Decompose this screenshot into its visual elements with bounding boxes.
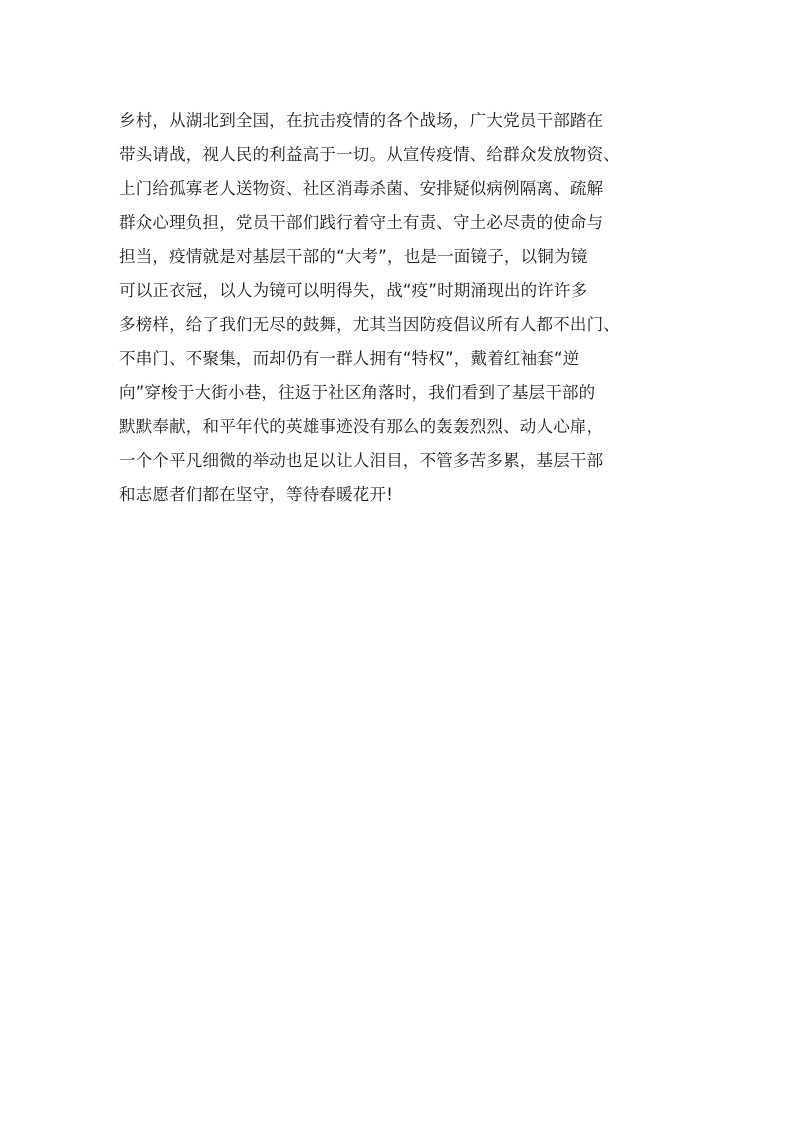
text-line: 向”穿梭于大街小巷，往返于社区角落时，我们看到了基层干部的 xyxy=(119,383,596,402)
text-line: 带头请战，视人民的利益高于一切。从宣传疫情、给群众发放物资、 xyxy=(119,145,620,164)
text-line: 不串门、不聚集，而却仍有一群人拥有“特权”，戴着红袖套“逆 xyxy=(119,349,580,368)
text-line: 乡村，从湖北到全国，在抗击疫情的各个战场，广大党员干部踏在 xyxy=(119,111,604,130)
text-line: 群众心理负担，党员干部们践行着守土有责、守土必尽责的使命与 xyxy=(119,213,604,232)
body-paragraph xyxy=(119,104,699,512)
text-line: 上门给孤寡老人送物资、社区消毒杀菌、安排疑似病例隔离、疏解 xyxy=(119,179,604,198)
text-line: 和志愿者们都在坚守，等待春暖花开! xyxy=(119,485,394,504)
text-line: 多榜样，给了我们无尽的鼓舞，尤其当因防疫倡议所有人都不出门、 xyxy=(119,315,620,334)
text-line: 默默奉献，和平年代的英雄事迹没有那么的轰轰烈烈、动人心扉， xyxy=(119,417,604,436)
text-line: 可以正衣冠，以人为镜可以明得失，战“疫”时期涌现出的许许多 xyxy=(119,281,588,300)
text-line: 一个个平凡细微的举动也足以让人泪目，不管多苦多累，基层干部 xyxy=(119,451,604,470)
text-line: 担当，疫情就是对基层干部的“大考”，也是一面镜子，以铜为镜 xyxy=(119,247,588,266)
